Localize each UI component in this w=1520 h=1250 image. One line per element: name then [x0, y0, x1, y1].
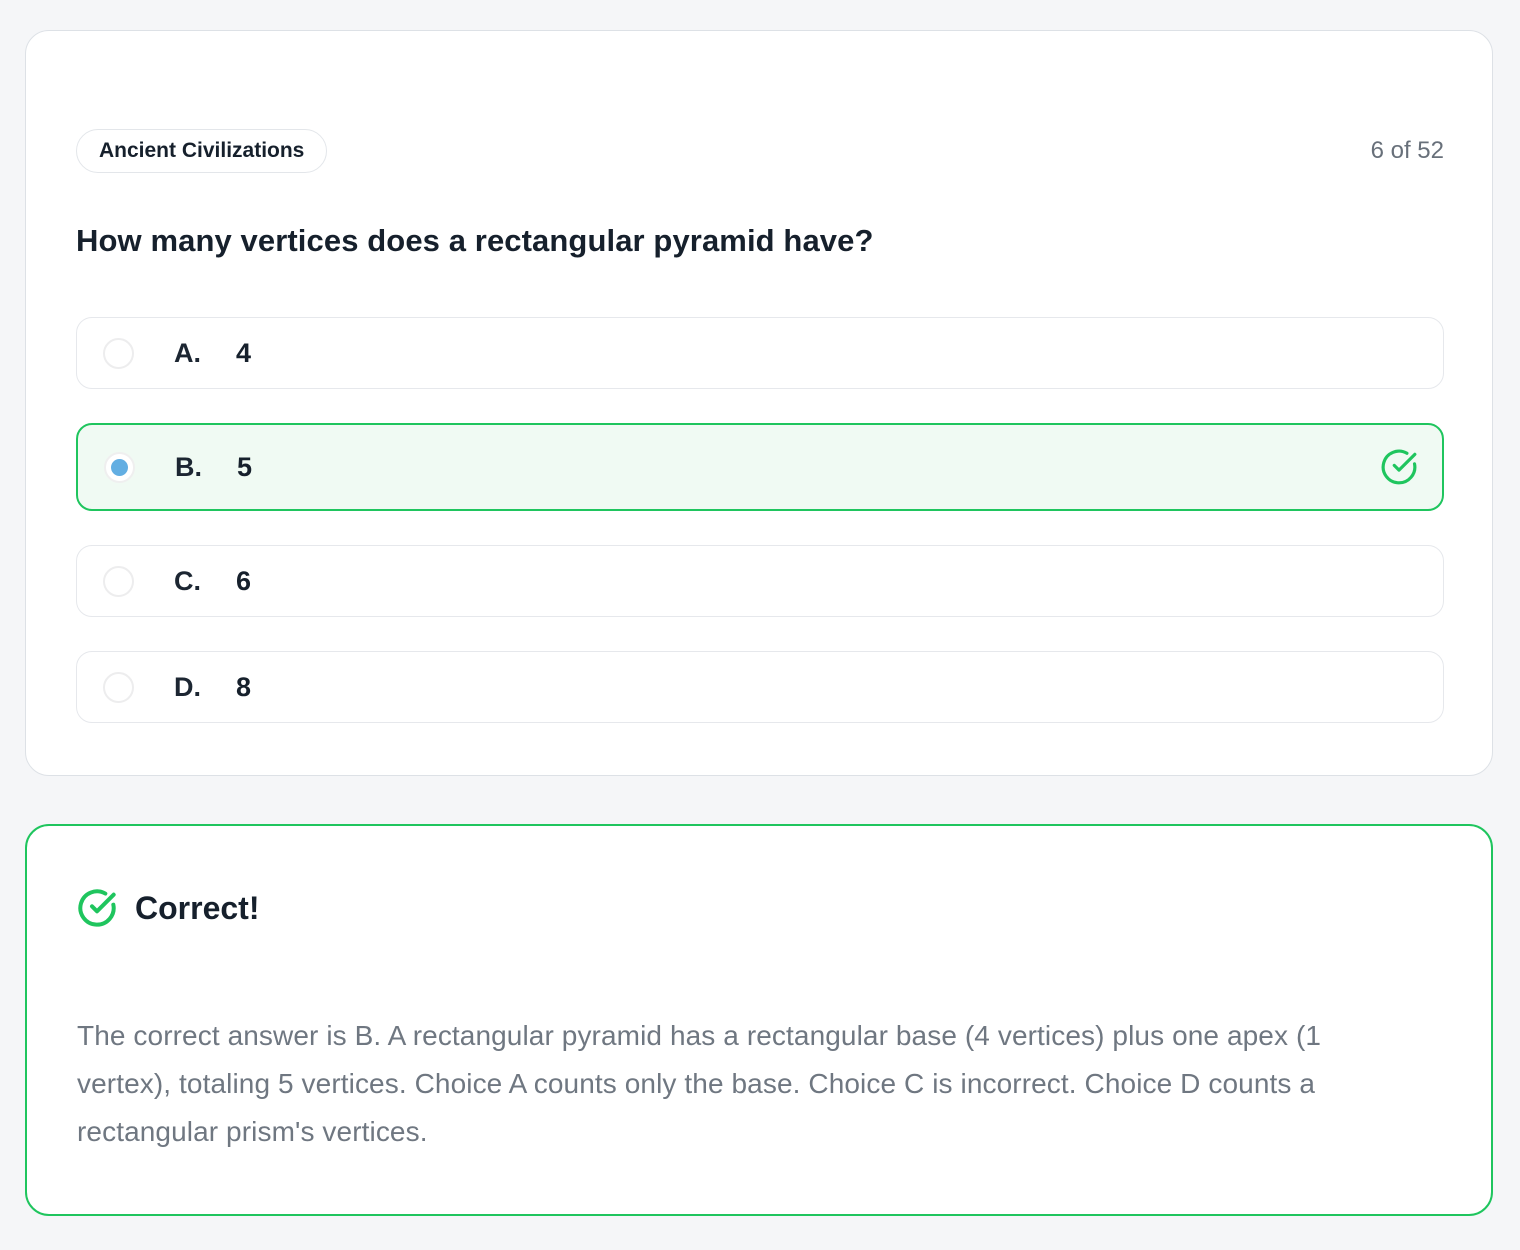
radio-dot — [111, 459, 128, 476]
option-value: 6 — [236, 565, 252, 596]
feedback-title: Correct! — [135, 889, 260, 926]
option-value: 4 — [236, 337, 252, 368]
option-letter: B. — [175, 451, 202, 482]
check-circle-icon — [77, 888, 117, 928]
options-list — [76, 317, 1444, 723]
question-card-header — [76, 129, 1444, 173]
question-text: How many vertices does a rectangular pyramid have? — [76, 223, 874, 258]
option-letter: A. — [174, 337, 201, 368]
feedback-header — [77, 888, 1443, 928]
radio-button-unchecked[interactable] — [103, 566, 134, 597]
option-row-c[interactable] — [76, 545, 1444, 617]
question-card — [25, 30, 1493, 776]
option-letter: D. — [174, 671, 201, 702]
option-value: 8 — [236, 671, 252, 702]
option-row-a[interactable] — [76, 317, 1444, 389]
radio-button-unchecked[interactable] — [103, 672, 134, 703]
progress-counter: 6 of 52 — [1370, 137, 1444, 164]
radio-button-unchecked[interactable] — [103, 338, 134, 369]
option-value: 5 — [237, 451, 253, 482]
feedback-explanation: The correct answer is B. A rectangular pyramid has a rectangular base (4 vertices) plus one apex (1 vertex), totaling 5 vertices. Choice A counts only the base. Choice C is incorrect. Choice D counts a rectangular prism's vertices. — [77, 1020, 1322, 1147]
option-row-b-selected[interactable] — [76, 423, 1444, 511]
category-badge: Ancient Civilizations — [76, 129, 327, 173]
option-row-d[interactable] — [76, 651, 1444, 723]
option-letter: C. — [174, 565, 201, 596]
radio-button-checked[interactable] — [104, 452, 135, 483]
check-circle-icon — [1380, 448, 1418, 486]
feedback-card — [25, 824, 1493, 1216]
